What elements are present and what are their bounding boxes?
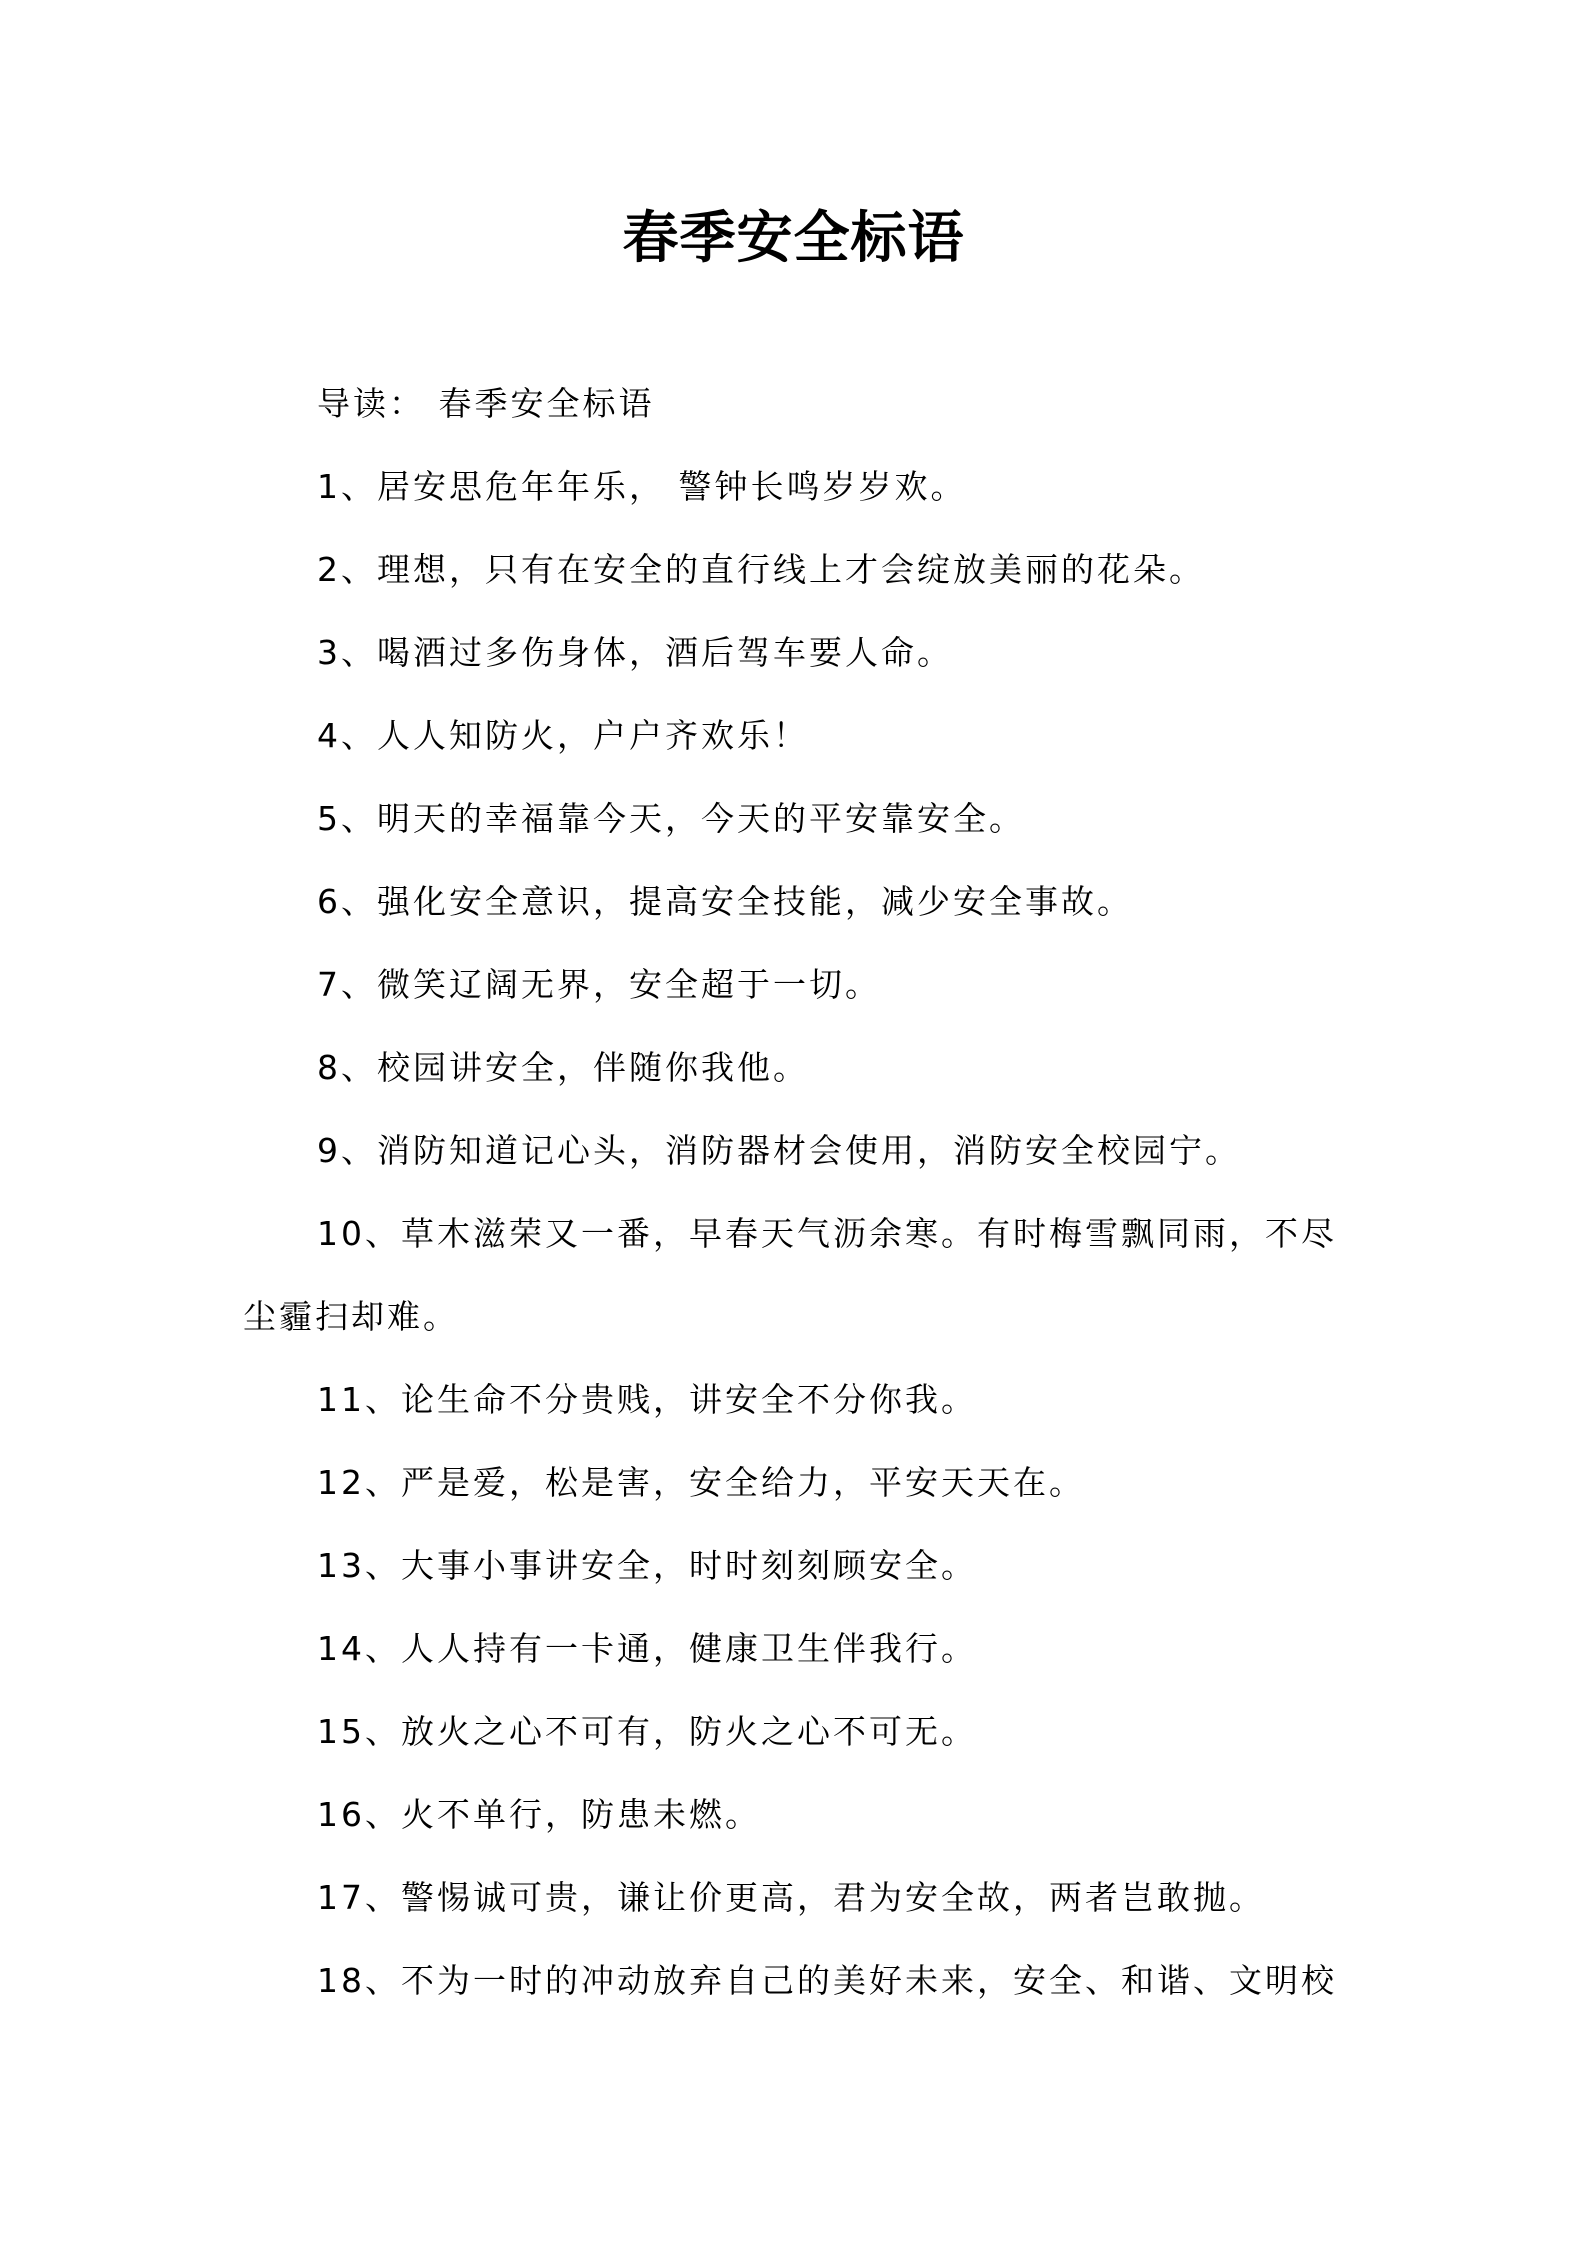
slogan-item-5: 5、明天的幸福靠今天，今天的平安靠安全。 xyxy=(317,799,1025,838)
document-title: 春季安全标语 xyxy=(622,205,965,271)
slogan-item-18: 18、不为一时的冲动放弃自己的美好未来，安全、和谐、文明校 xyxy=(317,1961,1337,2000)
slogan-item-3: 3、喝酒过多伤身体，酒后驾车要人命。 xyxy=(317,633,953,672)
slogan-item-10: 10、草木滋荣又一番，早春天气沥余寒。有时梅雪飘同雨，不尽尘霾扫却难。 xyxy=(243,1214,1337,1336)
slogan-item-11: 11、论生命不分贵贱，讲安全不分你我。 xyxy=(317,1380,977,1419)
document-body xyxy=(243,362,1353,2022)
slogan-item-14: 14、人人持有一卡通，健康卫生伴我行。 xyxy=(317,1629,977,1668)
slogan-item-6: 6、强化安全意识，提高安全技能，减少安全事故。 xyxy=(317,882,1133,921)
slogan-item-8: 8、校园讲安全，伴随你我他。 xyxy=(317,1048,809,1087)
slogan-item-12: 12、严是爱，松是害，安全给力，平安天天在。 xyxy=(317,1463,1085,1502)
slogan-item-7: 7、微笑辽阔无界，安全超于一切。 xyxy=(317,965,881,1004)
slogan-item-13: 13、大事小事讲安全，时时刻刻顾安全。 xyxy=(317,1546,977,1585)
slogan-item-9: 9、消防知道记心头，消防器材会使用，消防安全校园宁。 xyxy=(317,1131,1241,1170)
intro-paragraph: 导读： 春季安全标语 xyxy=(317,384,655,423)
slogan-item-17: 17、警惕诚可贵，谦让价更高，君为安全故，两者岂敢抛。 xyxy=(317,1878,1265,1917)
slogan-item-2: 2、理想，只有在安全的直行线上才会绽放美丽的花朵。 xyxy=(317,550,1205,589)
slogan-item-4: 4、人人知防火，户户齐欢乐！ xyxy=(317,716,809,755)
slogan-item-1: 1、居安思危年年乐， 警钟长鸣岁岁欢。 xyxy=(317,467,967,506)
slogan-item-15: 15、放火之心不可有，防火之心不可无。 xyxy=(317,1712,977,1751)
slogan-item-16: 16、火不单行，防患未燃。 xyxy=(317,1795,761,1834)
